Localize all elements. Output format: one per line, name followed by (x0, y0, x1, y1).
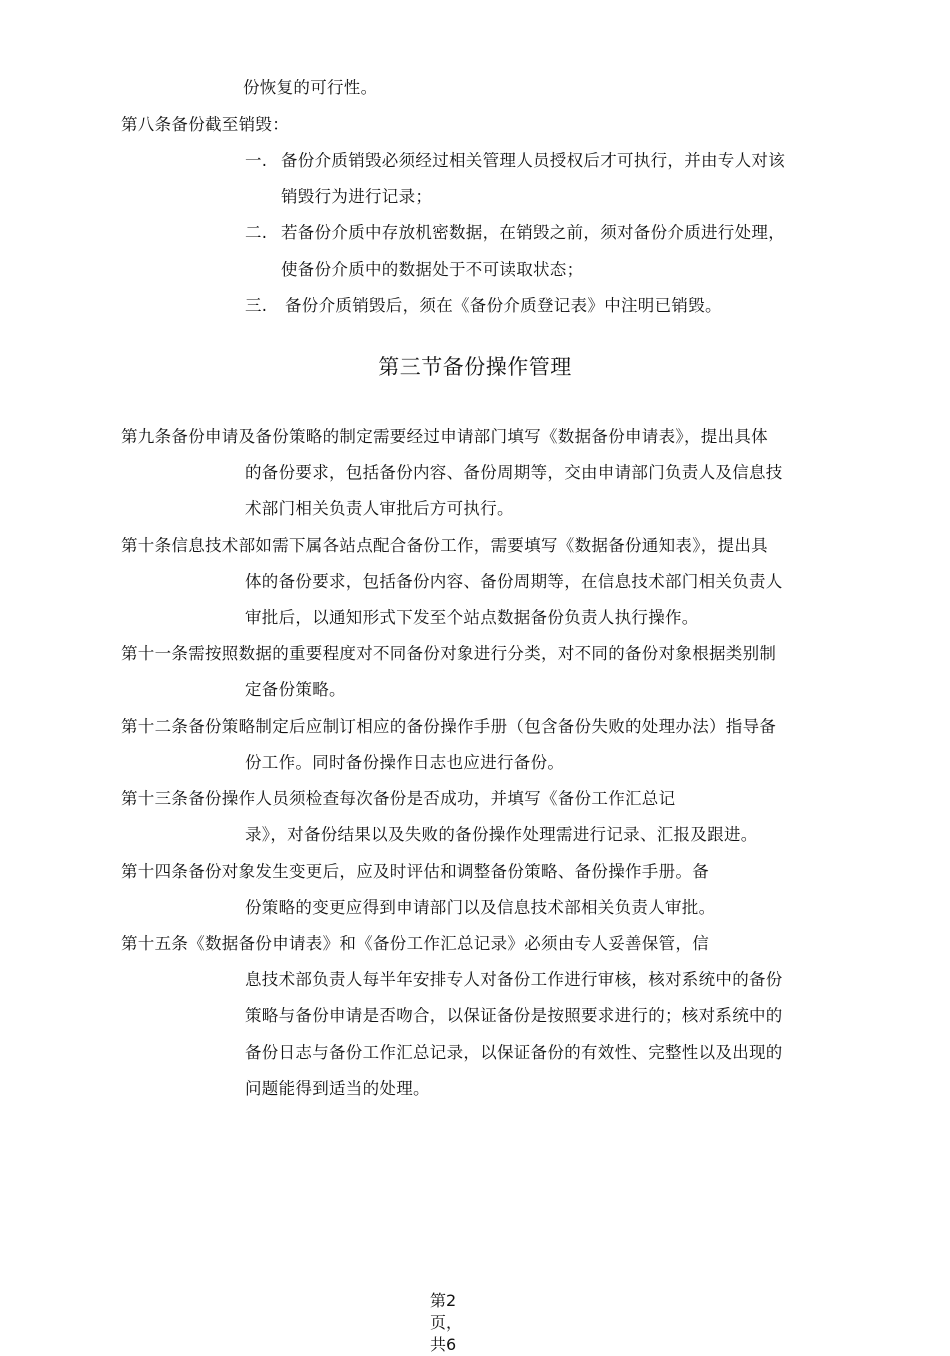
article-8-item-2-cont: 使备份介质中的数据处于不可读取状态； (281, 260, 584, 279)
article-8-title: 第八条备份截至销毁： (121, 115, 289, 134)
footer-line-2: 页， (430, 1313, 463, 1332)
article-9-line-3: 术部门相关负责人审批后方可执行。 (245, 499, 514, 518)
article-13-line-2: 录》，对备份结果以及失败的备份操作处理需进行记录、汇报及跟进。 (245, 825, 758, 844)
article-10-line-2: 体的备份要求，包括备份内容、备份周期等，在信息技术部门相关负责人 (245, 572, 783, 591)
item-text: 备份介质销毁后，须在《备份介质登记表》中注明已销毁。 (285, 296, 722, 315)
article-10-line-1: 第十条信息技术部如需下属各站点配合备份工作，需要填写《数据备份通知表》，提出具 (121, 536, 768, 555)
continuation-text: 份恢复的可行性。 (243, 78, 378, 97)
article-11-line-2: 定备份策略。 (245, 680, 346, 699)
article-11-line-1: 第十一条需按照数据的重要程度对不同备份对象进行分类，对不同的备份对象根据类别制 (121, 644, 777, 663)
article-14-line-1: 第十四条备份对象发生变更后，应及时评估和调整备份策略、备份操作手册。备 (121, 862, 709, 881)
article-15-line-1: 第十五条《数据备份申请表》和《备份工作汇总记录》必须由专人妥善保管，信 (121, 934, 709, 953)
article-12-line-2: 份工作。同时备份操作日志也应进行备份。 (245, 753, 565, 772)
item-number: 二. (245, 223, 268, 242)
article-12-line-1: 第十二条备份策略制定后应制订相应的备份操作手册（包含备份失败的处理办法）指导备 (121, 717, 777, 736)
article-8-item-1 (245, 149, 785, 173)
article-9-line-1: 第九条备份申请及备份策略的制定需要经过申请部门填写《数据备份申请表》，提出具体 (121, 427, 768, 446)
article-15-line-4: 备份日志与备份工作汇总记录，以保证备份的有效性、完整性以及出现的 (245, 1043, 783, 1062)
article-14-line-2: 份策略的变更应得到申请部门以及信息技术部相关负责人审批。 (245, 898, 716, 917)
article-15-line-5: 问题能得到适当的处理。 (245, 1079, 430, 1098)
item-number: 三. (245, 296, 268, 315)
article-10-line-3: 审批后，以通知形式下发至个站点数据备份负责人执行操作。 (245, 608, 699, 627)
article-8-item-1-cont: 销毁行为进行记录； (281, 187, 433, 206)
article-13-line-1: 第十三条备份操作人员须检查每次备份是否成功，并填写《备份工作汇总记 (121, 789, 676, 808)
page-number-footer (430, 1290, 470, 1356)
article-8-item-3 (245, 294, 722, 318)
footer-line-1: 第2 (430, 1291, 457, 1310)
section-title: 第三节备份操作管理 (378, 355, 572, 379)
article-9-line-2: 的备份要求，包括备份内容、备份周期等，交由申请部门负责人及信息技 (245, 463, 783, 482)
footer-line-3: 共6 (430, 1335, 457, 1354)
article-15-line-2: 息技术部负责人每半年安排专人对备份工作进行审核，核对系统中的备份 (245, 970, 783, 989)
item-text: 若备份介质中存放机密数据，在销毁之前，须对备份介质进行处理， (281, 223, 785, 242)
item-text: 备份介质销毁必须经过相关管理人员授权后才可执行，并由专人对该 (281, 151, 785, 170)
article-8-item-2 (245, 221, 785, 245)
article-15-line-3: 策略与备份申请是否吻合，以保证备份是按照要求进行的；核对系统中的 (245, 1006, 783, 1025)
item-number: 一. (245, 151, 268, 170)
